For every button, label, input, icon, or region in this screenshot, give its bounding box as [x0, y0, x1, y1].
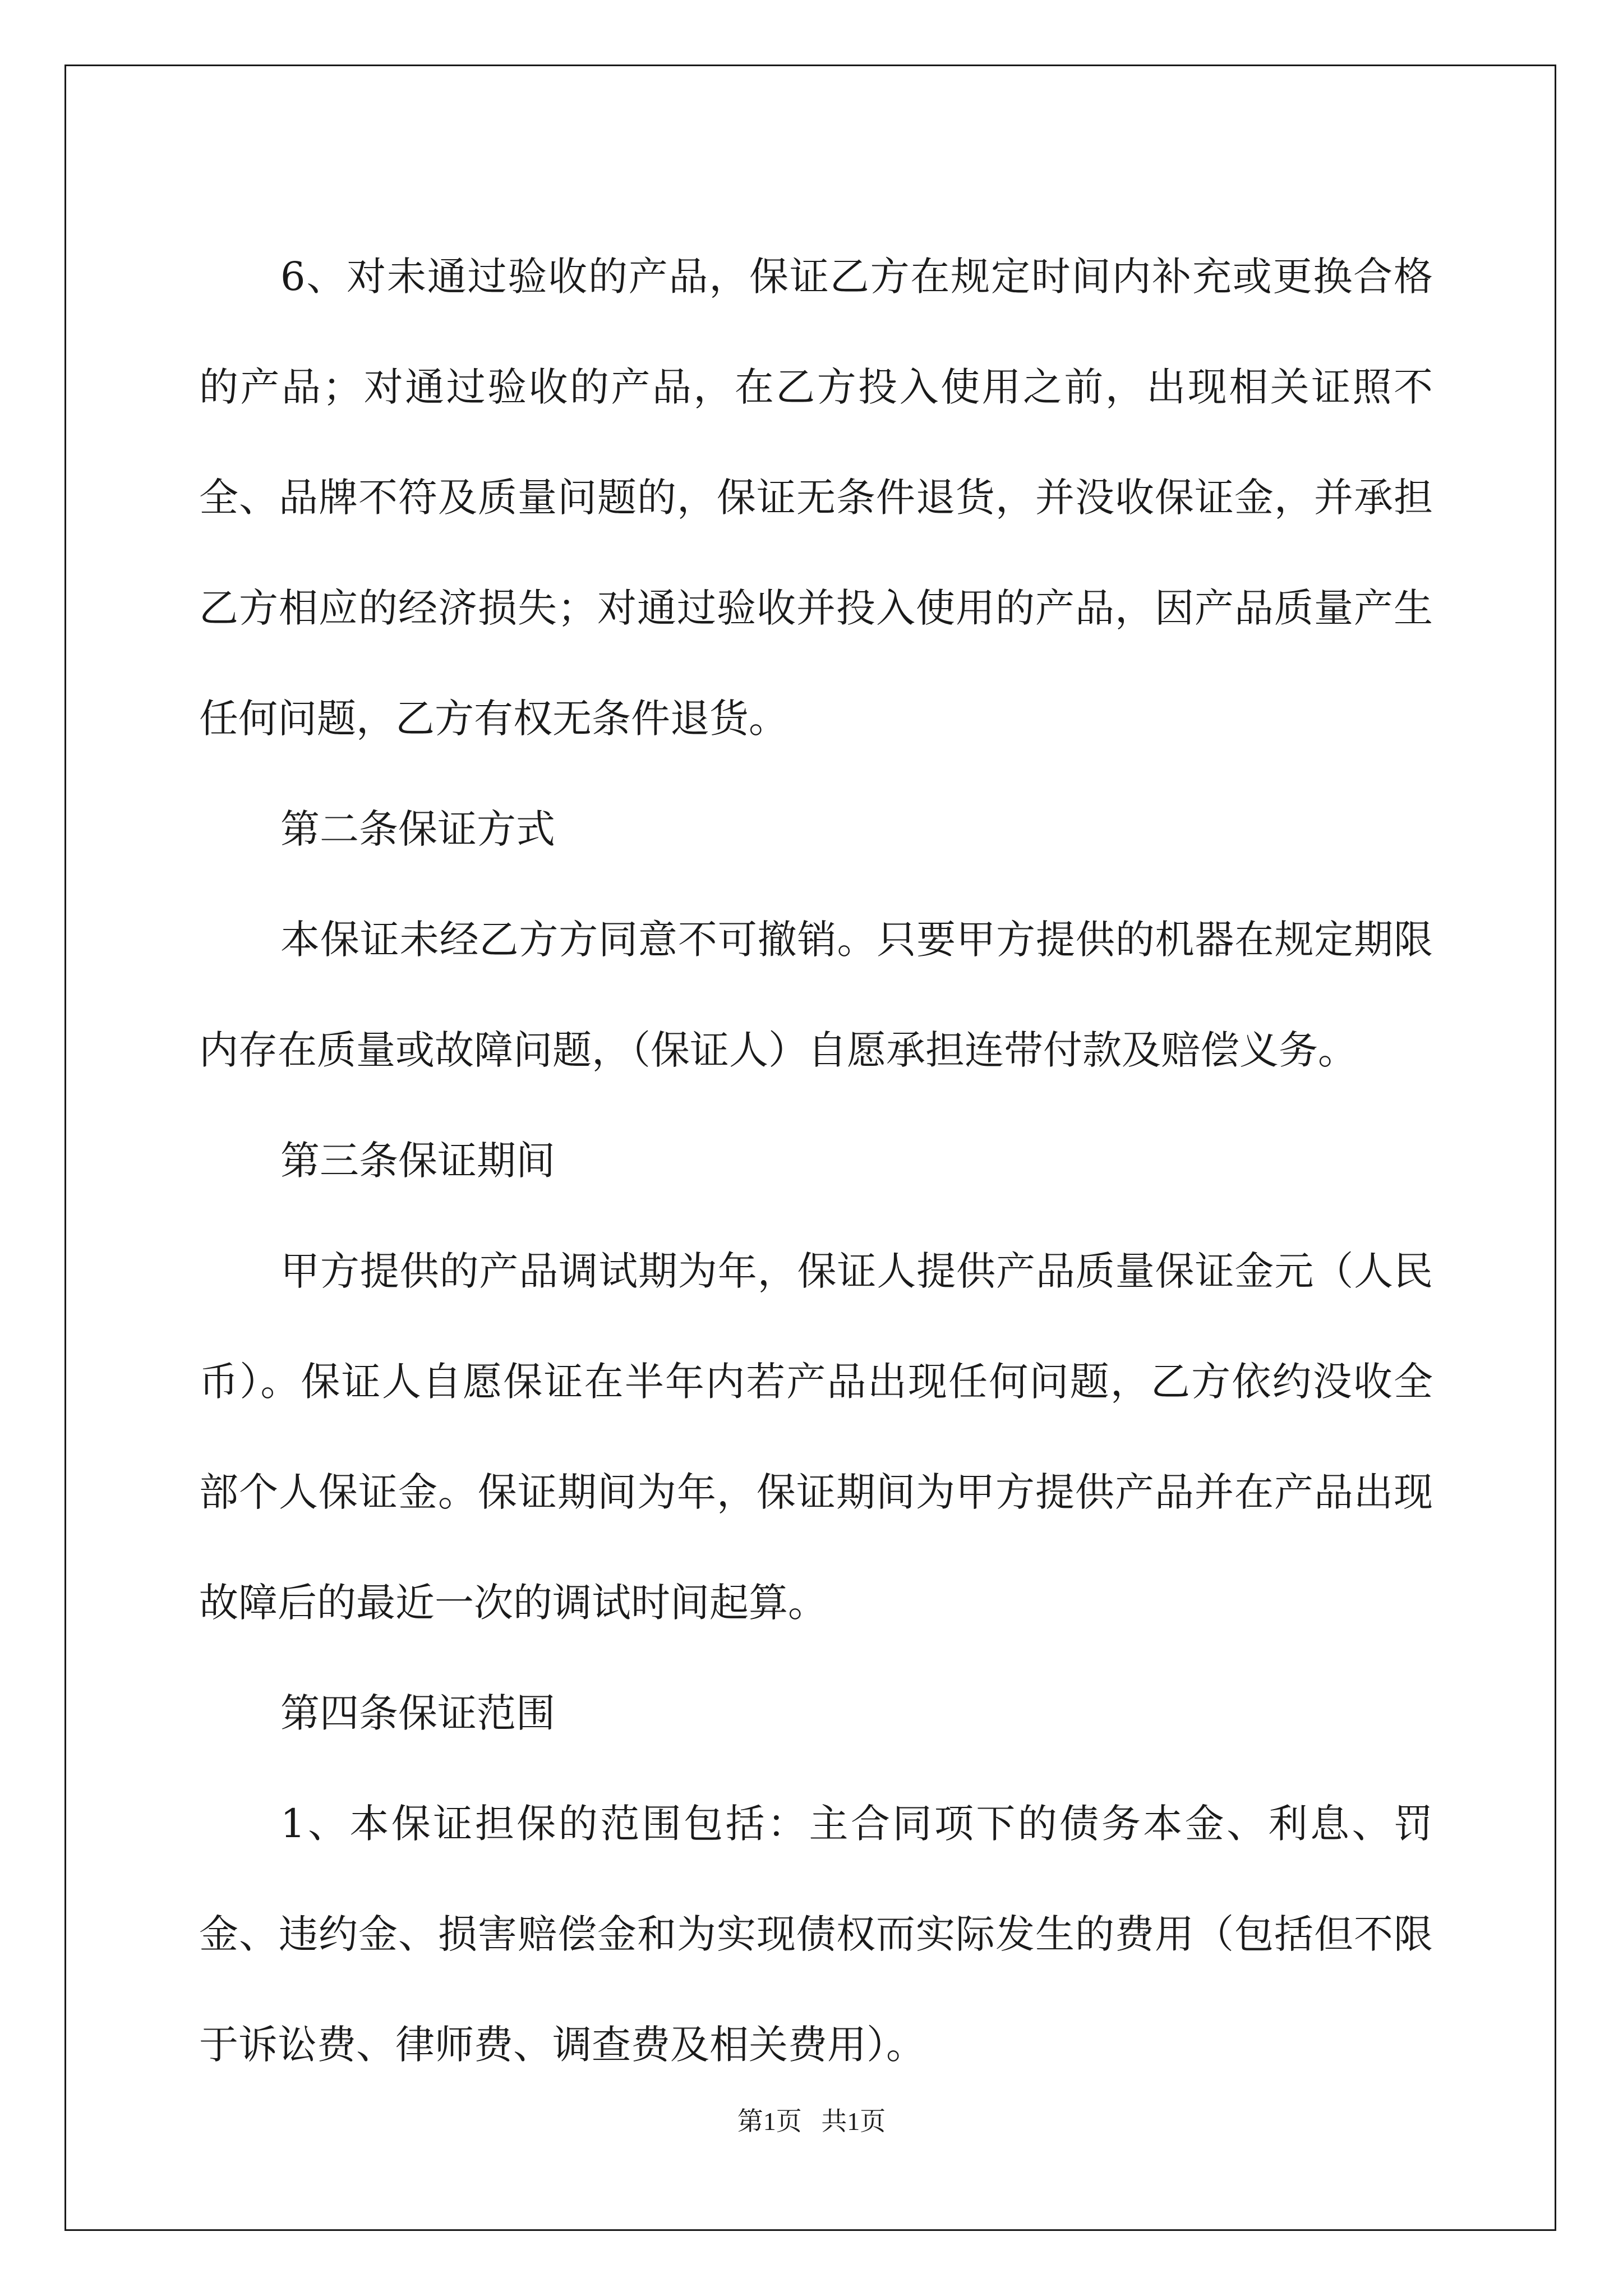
clause-6-paragraph: 6、对未通过验收的产品，保证乙方在规定时间内补充或更换合格的产品；对通过验收的产品，在乙方投入使用之前，出现相关证照不全、品牌不符及质量问题的，保证无条件退货，并没收保证金，并承担乙方相应的经济损失；对通过验收并投入使用的产品，因产品质量产生任何问题，乙方有权无条件退货。: [199, 254, 1433, 742]
article-2-heading: 第二条保证方式: [280, 806, 555, 852]
article-3-paragraph: 甲方提供的产品调试期为年，保证人提供产品质量保证金元（人民币）。保证人自愿保证在半年内若产品出现任何问题，乙方依约没收全部个人保证金。保证期间为年，保证期间为甲方提供产品并在产品出现故障后的最近一次的调试时间起算。: [199, 1248, 1433, 1626]
document-body: [199, 222, 1433, 2100]
article-4-heading: 第四条保证范围: [280, 1690, 555, 1736]
page-number-footer: 第1页 共1页: [737, 2107, 886, 2136]
article-4-clause-1-paragraph: 1、本保证担保的范围包括：主合同项下的债务本金、利息、罚金、违约金、损害赔偿金和为实现债权而实际发生的费用（包括但不限于诉讼费、律师费、调查费及相关费用）。: [199, 1801, 1433, 2068]
article-3-heading: 第三条保证期间: [280, 1138, 555, 1184]
article-2-paragraph: 本保证未经乙方方同意不可撤销。只要甲方提供的机器在规定期限内存在质量或故障问题，（保证人）自愿承担连带付款及赔偿义务。: [199, 917, 1433, 1073]
